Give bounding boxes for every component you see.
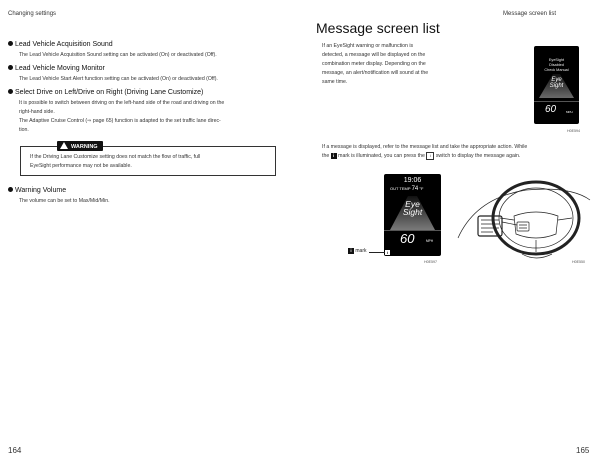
meter-display-figure bbox=[534, 46, 579, 124]
steering-wheel-figure bbox=[456, 178, 592, 263]
section-title-lead-vehicle-acquisition: Lead Vehicle Acquisition Sound bbox=[8, 41, 113, 48]
figure-code: H0E594 bbox=[567, 129, 580, 133]
info-switch-icon: i bbox=[426, 152, 434, 160]
figure-code: H0E550 bbox=[572, 260, 585, 264]
page-title: Message screen list bbox=[316, 20, 440, 36]
mark-callout: i mark bbox=[348, 248, 367, 254]
info-switch-panel bbox=[517, 222, 529, 231]
section-title-driving-lane-customize: Select Drive on Left/Drive on Right (Driving Lane Customize) bbox=[8, 89, 203, 96]
meter-display-figure-2 bbox=[384, 174, 441, 256]
speed-unit: MPH bbox=[426, 239, 434, 243]
message-paragraph: If a message is displayed, refer to the message list and take the appropriate action. While the i mark is illuminated, you can press the i switch to display the message again. bbox=[322, 144, 528, 159]
bullet-icon bbox=[8, 65, 13, 70]
section-body: The volume can be set to Max/Mid/Min. bbox=[19, 198, 110, 204]
section-body: The Lead Vehicle Acquisition Sound setting can be activated (On) or deactivated (Off). bbox=[19, 52, 217, 58]
section-title-warning-volume: Warning Volume bbox=[8, 187, 66, 194]
info-mark-icon: i bbox=[331, 153, 337, 159]
warning-label: WARNING bbox=[57, 141, 103, 151]
eyesight-logo: Eye Sight bbox=[549, 77, 564, 89]
info-mark-icon: i bbox=[348, 248, 354, 254]
speed-readout: 60 bbox=[545, 104, 557, 115]
left-running-header: Changing settings bbox=[8, 11, 57, 17]
outside-temp: OUT TEMP 74 °F bbox=[390, 186, 424, 192]
divider bbox=[534, 101, 579, 102]
speed-unit: MPH bbox=[566, 110, 573, 114]
bullet-icon bbox=[8, 41, 13, 46]
figure-code: H0E597 bbox=[424, 260, 437, 264]
disabled-message: EyeSight Disabled Check Manual bbox=[544, 58, 569, 72]
left-page-number: 164 bbox=[8, 446, 22, 455]
bullet-icon bbox=[8, 187, 13, 192]
intro-paragraph: If an EyeSight warning or malfunction is detected, a message will be displayed on the combination meter display. Depending on the message, an alert/notification will sound at the same time. bbox=[322, 43, 429, 85]
section-body: The Lead Vehicle Start Alert function setting can be activated (On) or deactivated (Off). bbox=[19, 76, 218, 82]
right-page-number: 165 bbox=[576, 446, 590, 455]
eyesight-logo: Eye Sight bbox=[402, 199, 423, 217]
info-mark-indicator: i bbox=[386, 250, 389, 255]
section-title-lead-vehicle-moving: Lead Vehicle Moving Monitor bbox=[8, 65, 105, 72]
section-body: It is possible to switch between driving on the left-hand side of the road and driving on the right-hand side. The Adaptive Cruise Control (⇒ page 65) function is adapted to the set traffic lane direc- tion. bbox=[19, 100, 225, 133]
clock-readout: 19:06 bbox=[403, 177, 422, 184]
right-running-header: Message screen list bbox=[503, 11, 557, 17]
speed-readout: 60 bbox=[400, 231, 415, 246]
warning-text: If the Driving Lane Customize setting does not match the flow of traffic, full EyeSight performance may not be available. bbox=[30, 154, 201, 169]
callout-line bbox=[369, 252, 385, 253]
warning-triangle-icon bbox=[60, 142, 68, 149]
bullet-icon bbox=[8, 89, 13, 94]
